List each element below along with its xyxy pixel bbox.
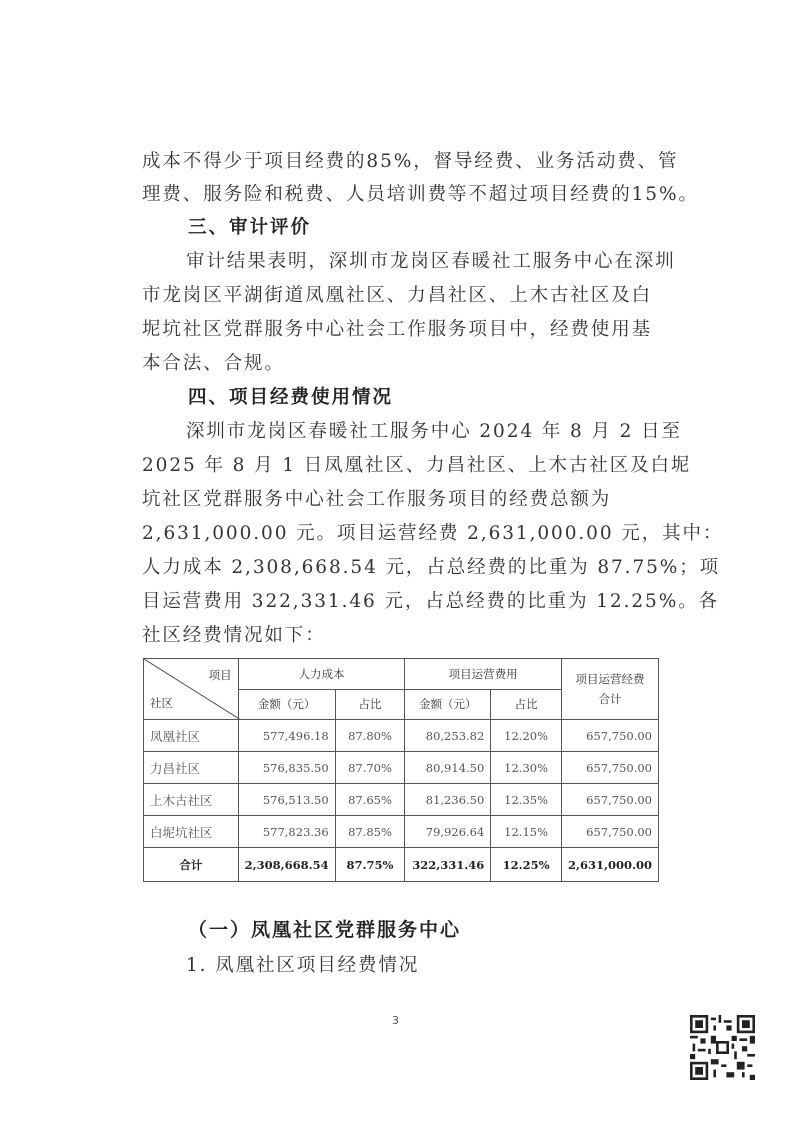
ops-amount: 80,914.50: [405, 752, 491, 784]
paragraph-line: 2,631,000.00 元。项目运营经费 2,631,000.00 元，其中：: [142, 523, 724, 544]
community-name: 上木古社区: [144, 784, 239, 816]
total-ops-amount: 322,331.46: [405, 848, 491, 882]
diagonal-header-cell: [144, 659, 239, 720]
ops-amount: 80,253.82: [405, 720, 491, 752]
community-funds-table: [143, 658, 659, 882]
header-labor-cost: 人力成本: [238, 659, 405, 690]
paragraph-line: 坭坑社区党群服务中心社会工作服务项目中，经费使用基: [142, 319, 653, 340]
table-row: [144, 784, 659, 816]
row-total: 657,750.00: [561, 784, 658, 816]
paragraph-line: 社区经费情况如下：: [142, 625, 326, 646]
header-ops-amount: 金额（元）: [405, 689, 491, 720]
qr-code-icon: [690, 1015, 755, 1080]
paragraph-line: 审计结果表明，深圳市龙岗区春暖社工服务中心在深圳: [186, 251, 676, 272]
labor-amount: 576,835.50: [238, 752, 335, 784]
total-label: 合计: [144, 848, 239, 882]
ops-ratio: 12.30%: [491, 752, 562, 784]
paragraph-line: 目运营费用 322,331.46 元，占总经费的比重为 12.25%。各: [142, 591, 720, 612]
corner-label-item: 项目: [208, 668, 232, 682]
paragraph-line: 人力成本 2,308,668.54 元，占总经费的比重为 87.75%；项: [142, 557, 721, 578]
labor-ratio: 87.80%: [335, 720, 405, 752]
paragraph-line: 成本不得少于项目经费的85%，督导经费、业务活动费、管: [142, 151, 679, 172]
ops-amount: 79,926.64: [405, 816, 491, 848]
grand-total: 2,631,000.00: [561, 848, 658, 882]
corner-label-community: 社区: [150, 696, 173, 710]
table-row: [144, 816, 659, 848]
total-labor-amount: 2,308,668.54: [238, 848, 335, 882]
total-labor-ratio: 87.75%: [335, 848, 405, 882]
labor-amount: 577,823.36: [238, 816, 335, 848]
header-total: 项目运营经费合计: [561, 659, 658, 720]
paragraph-line: 理费、服务险和税费、人员培训费等不超过项目经费的15%。: [142, 184, 699, 205]
labor-ratio: 87.70%: [335, 752, 405, 784]
table-row: [144, 720, 659, 752]
row-total: 657,750.00: [561, 816, 658, 848]
section-heading-audit: 三、审计评价: [188, 217, 312, 238]
header-labor-ratio: 占比: [335, 689, 405, 720]
ops-amount: 81,236.50: [405, 784, 491, 816]
row-total: 657,750.00: [561, 752, 658, 784]
labor-amount: 577,496.18: [238, 720, 335, 752]
community-name: 凤凰社区: [144, 720, 239, 752]
labor-ratio: 87.85%: [335, 816, 405, 848]
row-total: 657,750.00: [561, 720, 658, 752]
ops-ratio: 12.20%: [491, 720, 562, 752]
paragraph-line: 市龙岗区平湖街道凤凰社区、力昌社区、上木古社区及白: [142, 285, 653, 306]
ops-ratio: 12.15%: [491, 816, 562, 848]
ops-ratio: 12.35%: [491, 784, 562, 816]
table-row: [144, 752, 659, 784]
page-number: 3: [392, 1014, 399, 1027]
header-ops-ratio: 占比: [491, 689, 562, 720]
table-total-row: [144, 848, 659, 882]
paragraph-line: 坑社区党群服务中心社会工作服务项目的经费总额为: [142, 489, 612, 510]
paragraph-line: 深圳市龙岗区春暖社工服务中心 2024 年 8 月 2 日至: [186, 421, 682, 442]
header-operating-expense: 项目运营费用: [405, 659, 562, 690]
community-name: 力昌社区: [144, 752, 239, 784]
table-header-row: [144, 659, 659, 690]
community-name: 白坭坑社区: [144, 816, 239, 848]
total-ops-ratio: 12.25%: [491, 848, 562, 882]
subsection-heading: （一）凤凰社区党群服务中心: [188, 919, 462, 941]
labor-amount: 576,513.50: [238, 784, 335, 816]
header-labor-amount: 金额（元）: [238, 689, 335, 720]
subsection-item: 1. 凤凰社区项目经费情况: [186, 955, 420, 976]
section-heading-funds: 四、项目经费使用情况: [188, 387, 394, 408]
paragraph-line: 2025 年 8 月 1 日凤凰社区、力昌社区、上木古社区及白坭: [142, 455, 692, 476]
labor-ratio: 87.65%: [335, 784, 405, 816]
paragraph-line: 本合法、合规。: [142, 353, 285, 374]
